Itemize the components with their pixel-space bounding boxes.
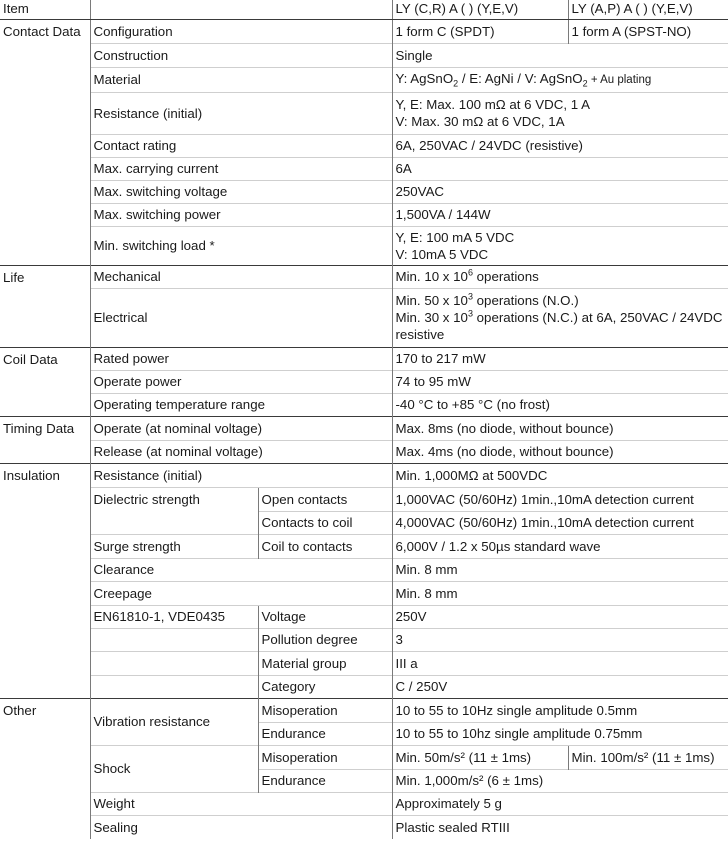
row-clearance bbox=[0, 558, 728, 581]
value-insulation-resistance: Min. 1,000MΩ at 500VDC bbox=[392, 463, 728, 487]
label-clearance: Clearance bbox=[90, 558, 392, 581]
section-other: Other bbox=[0, 698, 90, 839]
value-open-contacts: 1,000VAC (50/60Hz) 1min.,10mA detection current bbox=[392, 487, 728, 511]
row-category bbox=[0, 675, 728, 698]
value-clearance: Min. 8 mm bbox=[392, 558, 728, 581]
label-coil-to-contacts: Coil to contacts bbox=[258, 534, 392, 558]
value-mechanical-life: Min. 10 x $10^6$ operations bbox=[392, 265, 728, 288]
row-operate-power bbox=[0, 370, 728, 393]
label-insulation-resistance: Resistance (initial) bbox=[90, 463, 392, 487]
value-shock-endurance: Min. 1,000m/s² (6 ± 1ms) bbox=[392, 769, 728, 792]
value-switching-power: 1,500VA / 144W bbox=[392, 203, 728, 226]
header-item: Item bbox=[0, 0, 90, 19]
label-vibration-endurance: Endurance bbox=[258, 722, 392, 745]
label-min-switching-load: Min. switching load * bbox=[90, 226, 392, 265]
value-material: Y: AgSnO$_2$ / E: AgNi / V: AgSnO$_2$ + Au plating bbox=[392, 67, 728, 92]
blank-en-material bbox=[90, 651, 258, 675]
label-carrying-current: Max. carrying current bbox=[90, 157, 392, 180]
label-open-contacts: Open contacts bbox=[258, 487, 392, 511]
row-mechanical-life bbox=[0, 265, 728, 288]
label-electrical-life: Electrical bbox=[90, 288, 392, 347]
row-material-group bbox=[0, 651, 728, 675]
value-min-switching-load: Y, E: 100 mA 5 VDC V: 10mA 5 VDC bbox=[392, 226, 728, 265]
value-vibration-misoperation: 10 to 55 to 10Hz single amplitude 0.5mm bbox=[392, 698, 728, 722]
value-vibration-endurance: 10 to 55 to 10hz single amplitude 0.75mm bbox=[392, 722, 728, 745]
label-sealing: Sealing bbox=[90, 815, 392, 839]
value-rated-power: 170 to 217 mW bbox=[392, 347, 728, 370]
blank-en-category bbox=[90, 675, 258, 698]
row-en-voltage bbox=[0, 605, 728, 628]
value-switching-voltage: 250VAC bbox=[392, 180, 728, 203]
row-switching-voltage bbox=[0, 180, 728, 203]
label-mechanical-life: Mechanical bbox=[90, 265, 392, 288]
header-row bbox=[0, 0, 728, 19]
section-contact-data: Contact Data bbox=[0, 19, 90, 265]
value-sealing: Plastic sealed RTIII bbox=[392, 815, 728, 839]
blank-en-pollution bbox=[90, 628, 258, 651]
row-construction bbox=[0, 43, 728, 67]
row-contact-rating bbox=[0, 134, 728, 157]
label-en61810: EN61810-1, VDE0435 bbox=[90, 605, 258, 628]
label-operate-time: Operate (at nominal voltage) bbox=[90, 416, 392, 440]
value-operate-power: 74 to 95 mW bbox=[392, 370, 728, 393]
row-shock-misoperation bbox=[0, 745, 728, 769]
label-shock-endurance: Endurance bbox=[258, 769, 392, 792]
section-life: Life bbox=[0, 265, 90, 347]
label-creepage: Creepage bbox=[90, 581, 392, 605]
row-weight bbox=[0, 792, 728, 815]
row-pollution-degree bbox=[0, 628, 728, 651]
label-contacts-to-coil: Contacts to coil bbox=[258, 511, 392, 534]
value-category: C / 250V bbox=[392, 675, 728, 698]
value-contact-resistance: Y, E: Max. 100 mΩ at 6 VDC, 1 A V: Max. 30 mΩ at 6 VDC, 1A bbox=[392, 92, 728, 134]
row-rated-power bbox=[0, 347, 728, 370]
label-surge-strength: Surge strength bbox=[90, 534, 258, 558]
label-release-time: Release (at nominal voltage) bbox=[90, 440, 392, 463]
label-shock-misoperation: Misoperation bbox=[258, 745, 392, 769]
label-pollution-degree: Pollution degree bbox=[258, 628, 392, 651]
label-switching-power: Max. switching power bbox=[90, 203, 392, 226]
label-operating-temperature: Operating temperature range bbox=[90, 393, 392, 416]
header-blank bbox=[90, 0, 392, 19]
label-material: Material bbox=[90, 67, 392, 92]
row-operate-time bbox=[0, 416, 728, 440]
row-operating-temperature bbox=[0, 393, 728, 416]
value-electrical-life: Min. 50 x $10^3$ operations (N.O.) Min. 30 x $10^3$ operations (N.C.) at 6A, 250VAC / 24VDC resistive bbox=[392, 288, 728, 347]
section-coil-data: Coil Data bbox=[0, 347, 90, 416]
value-construction: Single bbox=[392, 43, 728, 67]
value-creepage: Min. 8 mm bbox=[392, 581, 728, 605]
label-contact-resistance: Resistance (initial) bbox=[90, 92, 392, 134]
row-sealing bbox=[0, 815, 728, 839]
section-insulation: Insulation bbox=[0, 463, 90, 698]
label-operate-power: Operate power bbox=[90, 370, 392, 393]
row-carrying-current bbox=[0, 157, 728, 180]
label-contact-rating: Contact rating bbox=[90, 134, 392, 157]
value-carrying-current: 6A bbox=[392, 157, 728, 180]
header-model-2: LY (A,P) A ( ) (Y,E,V) bbox=[568, 0, 728, 19]
label-construction: Construction bbox=[90, 43, 392, 67]
row-configuration bbox=[0, 19, 728, 43]
label-vibration-resistance: Vibration resistance bbox=[90, 698, 258, 745]
value-material-group: III a bbox=[392, 651, 728, 675]
value-surge-strength: 6,000V / 1.2 x 50µs standard wave bbox=[392, 534, 728, 558]
row-material bbox=[0, 67, 728, 92]
row-creepage bbox=[0, 581, 728, 605]
label-configuration: Configuration bbox=[90, 19, 392, 43]
label-category: Category bbox=[258, 675, 392, 698]
value-weight: Approximately 5 g bbox=[392, 792, 728, 815]
row-insulation-resistance bbox=[0, 463, 728, 487]
label-material-group: Material group bbox=[258, 651, 392, 675]
row-electrical-life bbox=[0, 288, 728, 347]
value-configuration-2: 1 form A (SPST-NO) bbox=[568, 19, 728, 43]
label-rated-power: Rated power bbox=[90, 347, 392, 370]
value-contact-rating: 6A, 250VAC / 24VDC (resistive) bbox=[392, 134, 728, 157]
label-shock: Shock bbox=[90, 745, 258, 792]
label-en-voltage: Voltage bbox=[258, 605, 392, 628]
value-release-time: Max. 4ms (no diode, without bounce) bbox=[392, 440, 728, 463]
row-contact-resistance bbox=[0, 92, 728, 134]
row-min-switching-load bbox=[0, 226, 728, 265]
header-model-1: LY (C,R) A ( ) (Y,E,V) bbox=[392, 0, 568, 19]
value-shock-misoperation-2: Min. 100m/s² (11 ± 1ms) bbox=[568, 745, 728, 769]
label-weight: Weight bbox=[90, 792, 392, 815]
value-pollution-degree: 3 bbox=[392, 628, 728, 651]
label-dielectric-strength: Dielectric strength bbox=[90, 487, 258, 534]
value-configuration-1: 1 form C (SPDT) bbox=[392, 19, 568, 43]
label-switching-voltage: Max. switching voltage bbox=[90, 180, 392, 203]
row-surge-strength bbox=[0, 534, 728, 558]
value-operate-time: Max. 8ms (no diode, without bounce) bbox=[392, 416, 728, 440]
row-release-time bbox=[0, 440, 728, 463]
value-shock-misoperation-1: Min. 50m/s² (11 ± 1ms) bbox=[392, 745, 568, 769]
value-en-voltage: 250V bbox=[392, 605, 728, 628]
row-switching-power bbox=[0, 203, 728, 226]
row-dielectric-open bbox=[0, 487, 728, 511]
row-vibration-misoperation bbox=[0, 698, 728, 722]
section-timing-data: Timing Data bbox=[0, 416, 90, 463]
value-operating-temperature: -40 °C to +85 °C (no frost) bbox=[392, 393, 728, 416]
label-vibration-misoperation: Misoperation bbox=[258, 698, 392, 722]
value-contacts-to-coil: 4,000VAC (50/60Hz) 1min.,10mA detection current bbox=[392, 511, 728, 534]
